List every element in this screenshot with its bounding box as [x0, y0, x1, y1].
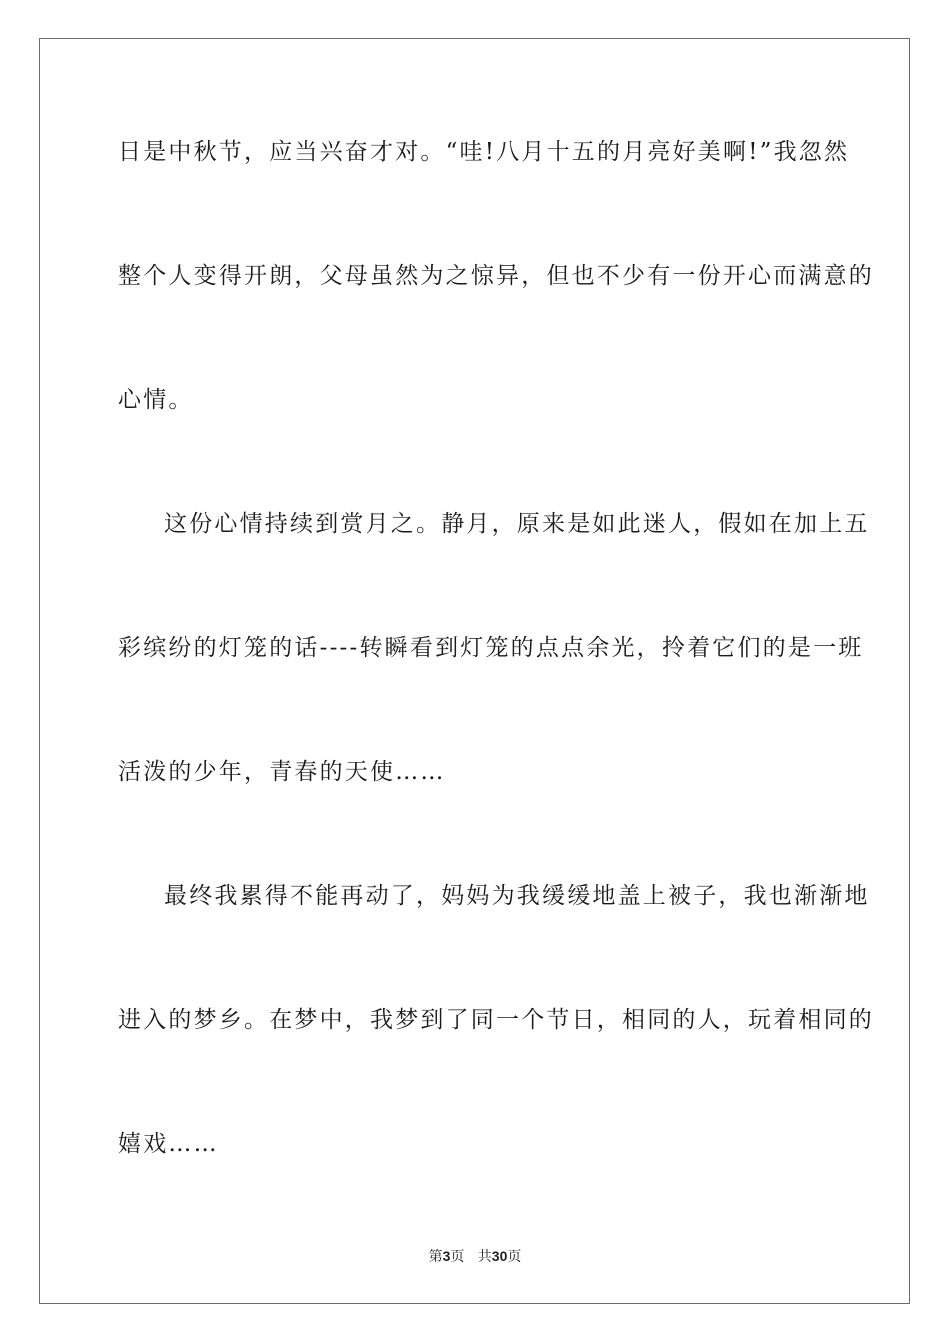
page-number: 3	[442, 1248, 451, 1264]
text-line: 整个人变得开朗，父母虽然为之惊异，但也不少有一份开心而满意的	[118, 263, 874, 289]
page-border	[39, 38, 910, 1304]
total-suffix: 页	[507, 1249, 522, 1265]
page-prefix: 第	[428, 1249, 443, 1265]
text-line: 这份心情持续到赏月之。静月，原来是如此迷人，假如在加上五	[164, 511, 870, 537]
page-suffix: 页	[450, 1249, 465, 1265]
text-line: 最终我累得不能再动了，妈妈为我缓缓地盖上被子，我也渐渐地	[164, 883, 870, 909]
total-prefix: 共	[477, 1249, 492, 1265]
text-line: 进入的梦乡。在梦中，我梦到了同一个节日，相同的人，玩着相同的	[118, 1007, 874, 1033]
total-pages: 30	[491, 1248, 508, 1264]
text-line: 心情。	[118, 387, 194, 413]
text-line: 活泼的少年，青春的天使……	[118, 759, 446, 785]
text-line: 日是中秋节，应当兴奋才对。“哇!八月十五的月亮好美啊!”我忽然	[118, 139, 850, 165]
text-line: 彩缤纷的灯笼的话----转瞬看到灯笼的点点余光，拎着它们的是一班	[118, 635, 864, 661]
page-footer	[0, 1246, 950, 1266]
text-line: 嬉戏……	[118, 1131, 219, 1157]
